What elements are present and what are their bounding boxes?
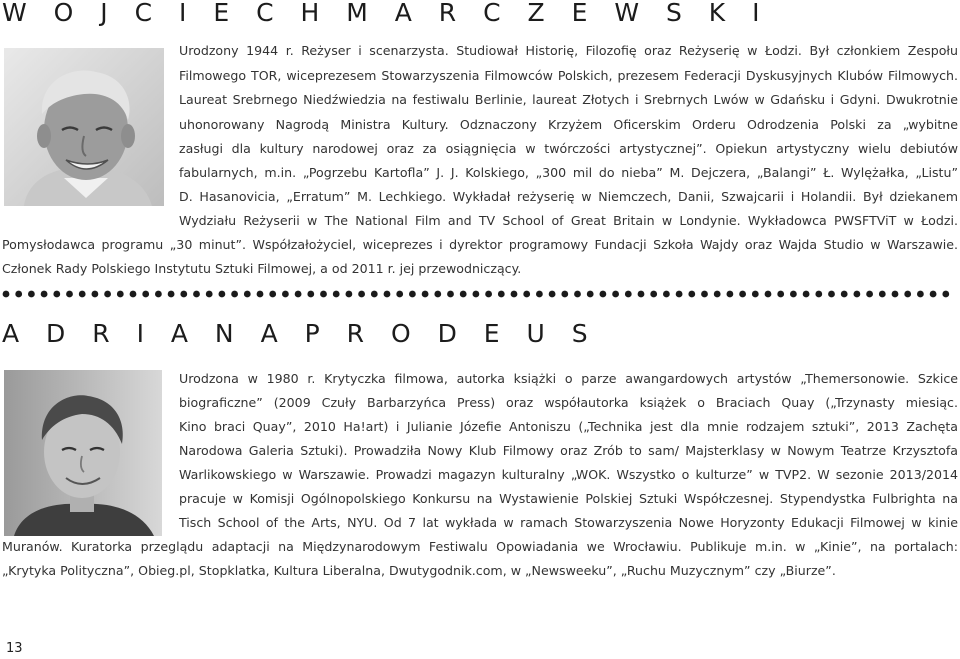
bio-line: zasługi dla kultury narodowej oraz za osiągnięcia w twórczości artystycznej”. Opiekun artystyczny wielu debiutów <box>179 141 958 156</box>
divider-dot <box>917 291 924 298</box>
divider-dot <box>396 291 403 298</box>
divider-dot <box>638 291 645 298</box>
divider-dot <box>942 291 949 298</box>
divider-dot <box>79 291 86 298</box>
divider-dot <box>727 291 734 298</box>
divider-dot <box>485 291 492 298</box>
divider-dot <box>739 291 746 298</box>
divider-dot <box>460 291 467 298</box>
divider-dot <box>28 291 35 298</box>
divider-dot <box>765 291 772 298</box>
divider-dot <box>587 291 594 298</box>
divider-dot <box>930 291 937 298</box>
profile-name-2: A D R I A N A P R O D E U S <box>2 319 598 348</box>
divider-dot <box>333 291 340 298</box>
bio-line: Narodowa Galeria Sztuki). Prowadziła Nowy Klub Filmowy oraz Zrób to sam/ Majsterklasy w Nowym Teatrze Krzysztofa <box>179 443 958 458</box>
divider-dot <box>701 291 708 298</box>
divider-dot <box>473 291 480 298</box>
divider-dot <box>320 291 327 298</box>
divider-dot <box>219 291 226 298</box>
divider-dot <box>676 291 683 298</box>
divider-dot <box>714 291 721 298</box>
divider-dot <box>384 291 391 298</box>
page-number: 13 <box>6 641 23 656</box>
divider-dot <box>409 291 416 298</box>
divider-dot <box>879 291 886 298</box>
divider-dot <box>244 291 251 298</box>
bio-line: D. Hasanovicia, „Erratum” M. Lechkiego. Wykładał reżyserię w Niemczech, Danii, Szwajcarii i Holandii. Był dziekanem <box>179 189 958 204</box>
divider-dot <box>866 291 873 298</box>
divider-dot <box>41 291 48 298</box>
bio-line: Laureat Srebrnego Niedźwiedzia na festiwalu Berlinie, laureat Złotych i Srebrnych Lwów w Gdańsku i Gdyni. Dwukrotnie <box>179 92 958 107</box>
divider-dot <box>904 291 911 298</box>
divider-dot <box>117 291 124 298</box>
bio-line: „Krytyka Polityczna”, Obieg.pl, Stopklatka, Kultura Liberalna, Dwutygodnik.com, w „Newsweeku”, „Ruchu Muzycznym” czy „Biurze”. <box>2 563 836 578</box>
divider-dot <box>180 291 187 298</box>
divider-dot <box>688 291 695 298</box>
bio-line: Członek Rady Polskiego Instytutu Sztuki Filmowej, a od 2011 r. jej przewodniczący. <box>2 261 522 276</box>
divider-dot <box>307 291 314 298</box>
bio-line: Urodzona w 1980 r. Krytyczka filmowa, autorka książki o parze awangardowych artystów „Themersonowie. Szkice <box>179 371 958 386</box>
profile-name-1: W O J C I E C H M A R C Z E W S K I <box>2 0 770 27</box>
divider-dot <box>574 291 581 298</box>
divider-dot <box>193 291 200 298</box>
divider-dot <box>777 291 784 298</box>
divider-dot <box>790 291 797 298</box>
divider-dot <box>892 291 899 298</box>
divider-dot <box>282 291 289 298</box>
divider-dot <box>498 291 505 298</box>
bio-line: uhonorowany Nagrodą Ministra Kultury. Odznaczony Krzyżem Oficerskim Orderu Odrodzenia Polski za „wybitne <box>179 117 958 132</box>
bio-line: Urodzony 1944 r. Reżyser i scenarzysta. Studiował Historię, Filozofię oraz Reżyserię w Łodzi. Był członkiem Zespołu <box>179 43 958 58</box>
divider-dot <box>422 291 429 298</box>
divider-dot <box>346 291 353 298</box>
bio-line: Filmowego TOR, wiceprezesem Stowarzyszenia Filmowców Polskich, prezesem Federacji Dyskusyjnych Klubów Filmowych. <box>179 68 958 83</box>
divider-dot <box>447 291 454 298</box>
bio-line: biograficzne” (2009 Czuły Barbarzyńca Press) oraz współautorka książek o Braciach Quay („Trzynasty miesiąc. <box>179 395 958 410</box>
bio-line: Pomysłodawca programu „30 minut”. Współzałożyciel, wiceprezes i dyrektor programowy Fundacji Szkoła Wajdy oraz Wajda Studio w Warszawie. <box>2 237 958 252</box>
divider-dot <box>625 291 632 298</box>
bio-line: Kino braci Quay”, 2010 Ha!art) i Julianie Józefie Antoniszu („Technika jest dla mnie rodzajem sztuki”, 2013 Zachęta <box>179 419 958 434</box>
divider-dot <box>130 291 137 298</box>
divider-dot <box>257 291 264 298</box>
dotted-divider <box>2 288 960 300</box>
divider-dot <box>549 291 556 298</box>
portrait-photo-2 <box>4 370 162 536</box>
divider-dot <box>434 291 441 298</box>
bio-line: fabularnych, m.in. „Pogrzebu Kartofla” J. J. Kolskiego, „300 mil do nieba” M. Dejczera, „Balangi” Ł. Wylężałka, „Listu” <box>179 165 958 180</box>
bio-line: Warlikowskiego w Warszawie. Prowadzi magazyn kulturalny „WOK. Wszystko o kulturze” w TVP2. W sezonie 2013/2014 <box>179 467 958 482</box>
divider-dot <box>358 291 365 298</box>
divider-dot <box>752 291 759 298</box>
bio-line: Wydziału Reżyserii w The National Film and TV School of Great Britain w Londynie. Wykładowca PWSFTViT w Łodzi. <box>179 213 958 228</box>
divider-dot <box>269 291 276 298</box>
divider-dot <box>66 291 73 298</box>
divider-dot <box>206 291 213 298</box>
divider-dot <box>295 291 302 298</box>
bio-line: Muranów. Kuratorka przeglądu adaptacji na Międzynarodowym Festiwalu Opowiadania we Wrocławiu. Publikuje m.in. w „Kinie”, na portalach: <box>2 539 958 554</box>
divider-dot <box>523 291 530 298</box>
divider-dot <box>536 291 543 298</box>
divider-dot <box>104 291 111 298</box>
divider-dot <box>371 291 378 298</box>
divider-dot <box>600 291 607 298</box>
divider-dot <box>3 291 10 298</box>
divider-dot <box>92 291 99 298</box>
bio-line: pracuje w Komisji Ogólnopolskiego Konkursu na Wystawienie Polskiej Sztuki Współczesnej. Stypendystka Fulbrighta na <box>179 491 958 506</box>
divider-dot <box>15 291 22 298</box>
bio-line: Tisch School of the Arts, NYU. Od 7 lat wykłada w ramach Stowarzyszenia Nowe Horyzonty Edukacji Filmowej w kinie <box>179 515 958 530</box>
divider-dot <box>663 291 670 298</box>
divider-dot <box>650 291 657 298</box>
divider-dot <box>841 291 848 298</box>
divider-dot <box>803 291 810 298</box>
divider-dot <box>142 291 149 298</box>
divider-dot <box>231 291 238 298</box>
divider-dot <box>511 291 518 298</box>
divider-dot <box>53 291 60 298</box>
divider-dot <box>815 291 822 298</box>
divider-dot <box>854 291 861 298</box>
divider-dot <box>561 291 568 298</box>
divider-dot <box>612 291 619 298</box>
divider-dot <box>168 291 175 298</box>
divider-dot <box>828 291 835 298</box>
portrait-photo-1 <box>4 48 164 206</box>
divider-dot <box>155 291 162 298</box>
